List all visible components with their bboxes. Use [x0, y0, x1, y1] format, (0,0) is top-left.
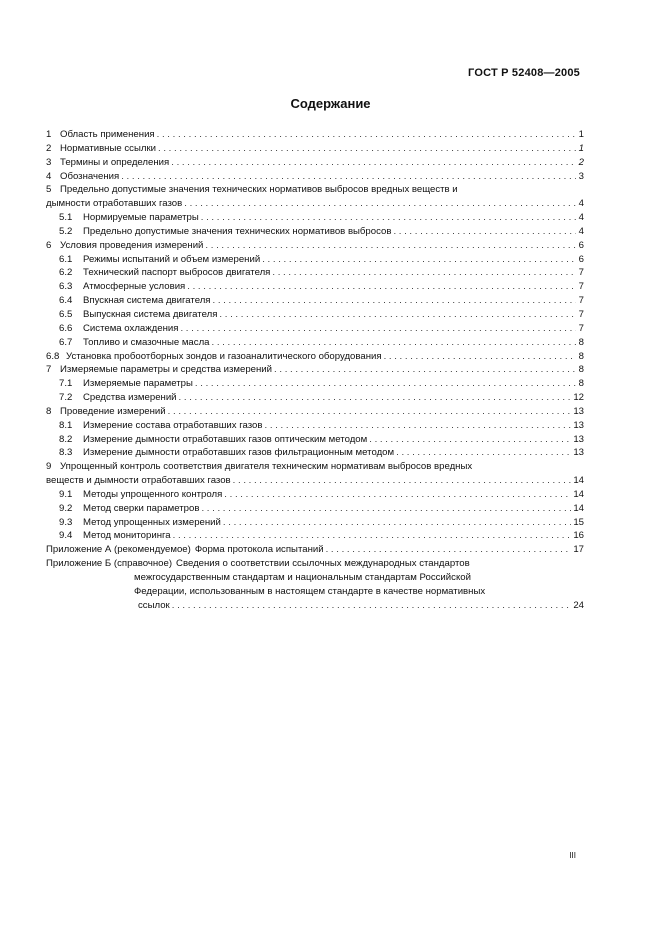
toc-entry-5-1[interactable] [46, 211, 584, 225]
appendix-title: Сведения о соответствии ссылочных международных стандартов [176, 558, 470, 570]
dot-leader [393, 225, 576, 239]
toc-entry-title: Обозначения [60, 170, 120, 182]
toc-entry-title: Предельно допустимые значения технических нормативов выбросов [83, 225, 392, 237]
toc-entry-page: 4 [578, 198, 584, 210]
table-of-contents [46, 128, 584, 613]
dot-leader [272, 266, 576, 280]
dot-leader [213, 294, 576, 308]
toc-entry-number: 6.2 [59, 267, 73, 279]
toc-entry-page: 6 [578, 253, 584, 265]
toc-entry-number: 6.1 [59, 253, 73, 265]
toc-entry-page: 15 [573, 516, 584, 528]
toc-entry-title-continued: веществ и дымности отработавших газов [46, 475, 231, 487]
toc-entry-title-continued: дымности отработавших газов [46, 198, 183, 210]
dot-leader [384, 350, 576, 364]
toc-entry-page: 2 [578, 156, 584, 168]
dot-leader [223, 516, 571, 530]
toc-entry-number: 6.4 [59, 295, 73, 307]
toc-entry-number: 9 [46, 461, 52, 473]
toc-entry-number: 7.1 [59, 378, 73, 390]
toc-entry-number: 8.1 [59, 419, 73, 431]
toc-entry-6-4[interactable] [46, 294, 584, 308]
toc-entry-page: 14 [573, 502, 584, 514]
toc-entry-9[interactable] [46, 460, 584, 474]
toc-entry-8[interactable] [46, 405, 584, 419]
toc-entry-5-2[interactable] [46, 225, 584, 239]
toc-entry-title: Система охлаждения [83, 322, 179, 334]
dot-leader [171, 156, 576, 170]
dot-leader [179, 391, 572, 405]
toc-entry-6-5[interactable] [46, 308, 584, 322]
dot-leader [121, 170, 576, 184]
toc-entry-title: Метод мониторинга [83, 530, 171, 542]
dot-leader [158, 142, 576, 156]
toc-entry-number: 6 [46, 239, 52, 251]
toc-appendix-a[interactable] [46, 543, 584, 557]
toc-entry-page: 7 [578, 308, 584, 320]
toc-entry-6-3[interactable] [46, 280, 584, 294]
toc-entry-6-2[interactable] [46, 266, 584, 280]
toc-entry-number: 8.2 [59, 433, 73, 445]
toc-entry-number: 6.8 [46, 350, 60, 362]
toc-entry-title: Условия проведения измерений [60, 239, 204, 251]
dot-leader [369, 433, 571, 447]
toc-entry-page: 13 [573, 405, 584, 417]
toc-entry-title: Нормативные ссылки [60, 142, 157, 154]
appendix-title: Форма протокола испытаний [194, 544, 324, 556]
toc-entry-page: 6 [578, 239, 584, 251]
toc-entry-number: 8 [46, 405, 52, 417]
toc-entry-title: Область применения [60, 129, 155, 140]
toc-entry-title: Предельно допустимые значения технических нормативов выбросов вредных веществ и [60, 184, 458, 196]
toc-entry-title: Проведение измерений [60, 405, 166, 417]
toc-entry-2[interactable] [46, 142, 584, 156]
appendix-title-continued: ссылок [138, 599, 170, 611]
toc-entry-4[interactable] [46, 170, 584, 184]
toc-entry-page: 7 [578, 295, 584, 307]
toc-entry-title: Измерение дымности отработавших газов оптическим методом [83, 433, 368, 445]
toc-appendix-b-line-3 [46, 585, 584, 599]
toc-entry-title: Измеряемые параметры [83, 378, 193, 390]
toc-entry-number: 7.2 [59, 392, 73, 404]
toc-entry-number: 4 [46, 170, 52, 182]
toc-entry-page: 8 [578, 350, 584, 362]
toc-entry-7-2[interactable] [46, 391, 584, 405]
dot-leader [172, 599, 572, 613]
toc-entry-number: 3 [46, 156, 52, 168]
toc-entry-page: 14 [573, 488, 584, 500]
toc-entry-page: 3 [578, 170, 584, 182]
toc-entry-title: Выпускная система двигателя [83, 308, 218, 320]
toc-entry-page: 8 [578, 364, 584, 376]
toc-entry-title: Режимы испытаний и объем измерений [83, 253, 261, 265]
toc-entry-title: Измерение дымности отработавших газов фильтрационным методом [83, 447, 395, 459]
dot-leader [187, 280, 576, 294]
toc-entry-title: Установка пробоотборных зондов и газоаналитического оборудования [66, 350, 382, 362]
toc-entry-title: Впускная система двигателя [83, 295, 211, 307]
toc-entry-page: 1 [578, 142, 584, 154]
toc-entry-number: 2 [46, 142, 52, 154]
toc-entry-6-6[interactable] [46, 322, 584, 336]
toc-entry-number: 6.3 [59, 281, 73, 293]
toc-entry-6-8[interactable] [46, 350, 584, 364]
toc-entry-title: Измеряемые параметры и средства измерений [60, 364, 273, 376]
dot-leader [173, 529, 572, 543]
toc-entry-6[interactable] [46, 239, 584, 253]
toc-entry-number: 8.3 [59, 447, 73, 459]
toc-entry-title: Метод сверки параметров [83, 502, 200, 514]
toc-entry-6-7[interactable] [46, 336, 584, 350]
toc-entry-page: 17 [573, 544, 584, 556]
toc-entry-page: 7 [578, 267, 584, 279]
toc-entry-number: 9.1 [59, 488, 73, 500]
toc-entry-page: 4 [578, 225, 584, 237]
toc-entry-number: 1 [46, 129, 52, 140]
dot-leader [157, 128, 576, 142]
toc-entry-7[interactable] [46, 363, 584, 377]
dot-leader [233, 474, 572, 488]
toc-entry-page: 7 [578, 281, 584, 293]
toc-entry-number: 9.3 [59, 516, 73, 528]
toc-entry-9-continued[interactable] [46, 474, 584, 488]
toc-entry-page: 4 [578, 212, 584, 224]
appendix-label: Приложение Б (справочное) [46, 558, 173, 570]
toc-entry-5-continued[interactable] [46, 197, 584, 211]
dot-leader [180, 322, 576, 336]
toc-entry-6-1[interactable] [46, 253, 584, 267]
toc-entry-3[interactable] [46, 156, 584, 170]
dot-leader [201, 211, 576, 225]
toc-entry-title: Измерение состава отработавших газов [83, 419, 263, 431]
toc-entry-page: 24 [573, 599, 584, 611]
toc-entry-number: 5.2 [59, 225, 73, 237]
toc-entry-9-4[interactable] [46, 529, 584, 543]
toc-entry-7-1[interactable] [46, 377, 584, 391]
toc-entry-9-3[interactable] [46, 516, 584, 530]
dot-leader [326, 543, 572, 557]
toc-entry-number: 7 [46, 364, 52, 376]
toc-entry-title: Атмосферные условия [83, 281, 186, 293]
toc-entry-page: 7 [578, 322, 584, 334]
toc-entry-number: 5.1 [59, 212, 73, 224]
dot-leader [274, 363, 576, 377]
dot-leader [396, 446, 571, 460]
toc-entry-title: Технический паспорт выбросов двигателя [83, 267, 271, 279]
appendix-title-continued: межгосударственным стандартам и национальным стандартам Российской [134, 572, 471, 583]
toc-entry-title: Методы упрощенного контроля [83, 488, 223, 500]
toc-entry-1[interactable] [46, 128, 584, 142]
toc-entry-number: 6.7 [59, 336, 73, 348]
document-code: ГОСТ Р 52408—2005 [468, 67, 580, 79]
toc-entry-page: 12 [573, 392, 584, 404]
toc-entry-page: 8 [578, 378, 584, 390]
dot-leader [262, 253, 576, 267]
toc-entry-page: 13 [573, 419, 584, 431]
toc-entry-page: 8 [578, 336, 584, 348]
dot-leader [201, 502, 571, 516]
appendix-title-continued: Федерации, использованным в настоящем стандарте в качестве нормативных [134, 585, 486, 597]
dot-leader [265, 419, 572, 433]
toc-entry-title: Нормируемые параметры [83, 212, 199, 224]
page-number: III [569, 851, 576, 860]
toc-entry-number: 6.6 [59, 322, 73, 334]
dot-leader [195, 377, 576, 391]
toc-entry-page: 14 [573, 475, 584, 487]
toc-entry-number: 6.5 [59, 308, 73, 320]
toc-entry-9-2[interactable] [46, 502, 584, 516]
toc-entry-page: 16 [573, 530, 584, 542]
toc-entry-page: 13 [573, 433, 584, 445]
toc-entry-title: Упрощенный контроль соответствия двигателя техническим нормативам выбросов вредных [60, 461, 473, 473]
toc-appendix-b-line-4[interactable] [46, 599, 584, 613]
toc-appendix-b-line-2 [46, 571, 584, 585]
toc-entry-title: Средства измерений [83, 392, 177, 404]
dot-leader [224, 488, 571, 502]
toc-entry-number: 9.2 [59, 502, 73, 514]
toc-entry-8-3[interactable] [46, 446, 584, 460]
toc-entry-9-1[interactable] [46, 488, 584, 502]
page-title: Содержание [290, 96, 371, 111]
dot-leader [212, 336, 576, 350]
toc-entry-title: Топливо и смазочные масла [83, 336, 210, 348]
dot-leader [168, 405, 572, 419]
toc-entry-8-2[interactable] [46, 433, 584, 447]
appendix-label: Приложение А (рекомендуемое) [46, 544, 191, 556]
toc-entry-page: 1 [578, 129, 584, 140]
toc-entry-title: Метод упрощенных измерений [83, 516, 221, 528]
toc-entry-page: 13 [573, 447, 584, 459]
dot-leader [184, 197, 576, 211]
dot-leader [219, 308, 576, 322]
toc-appendix-b[interactable] [46, 557, 584, 571]
dot-leader [205, 239, 576, 253]
toc-entry-5[interactable] [46, 183, 584, 197]
toc-entry-number: 5 [46, 184, 52, 196]
toc-entry-8-1[interactable] [46, 419, 584, 433]
toc-entry-number: 9.4 [59, 530, 73, 542]
toc-entry-title: Термины и определения [60, 156, 170, 168]
